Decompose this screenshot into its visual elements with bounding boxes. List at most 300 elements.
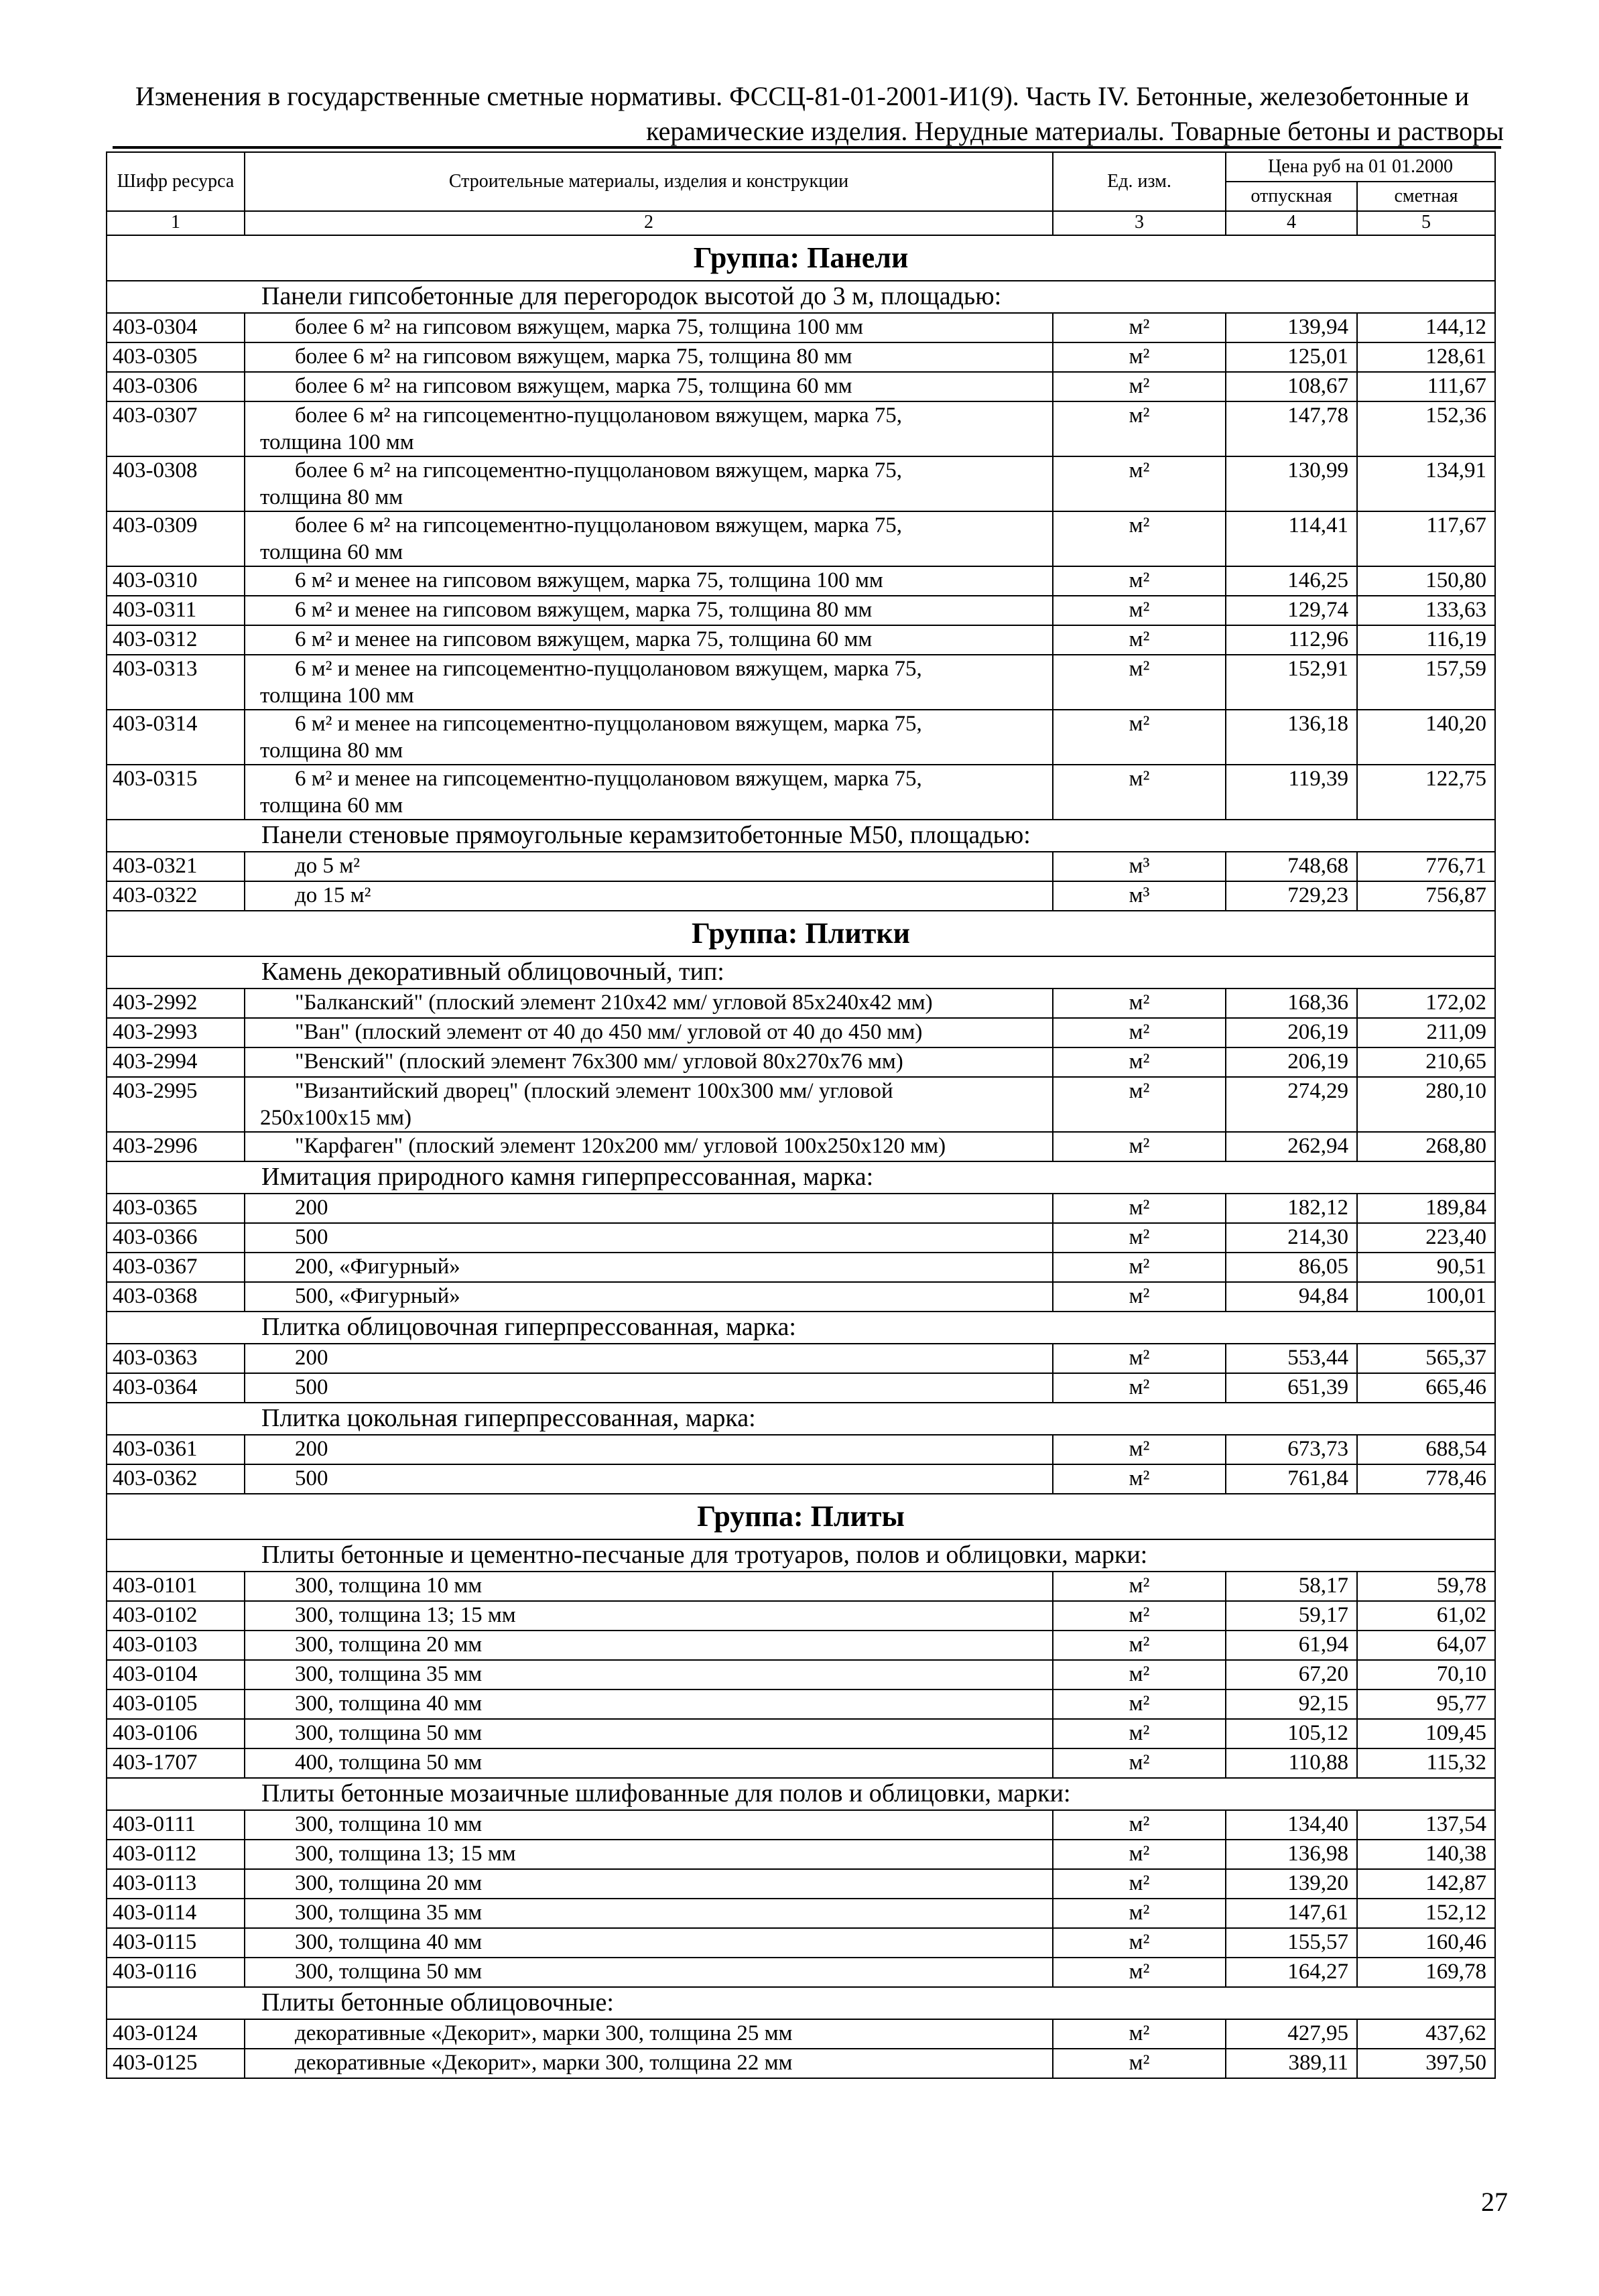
resource-code: 403-0114	[107, 1899, 245, 1928]
material-description	[245, 596, 1053, 625]
resource-code: 403-2993	[107, 1018, 245, 1047]
release-price: 146,25	[1226, 566, 1357, 596]
release-price: 155,57	[1226, 1928, 1357, 1958]
estimate-price: 122,75	[1357, 765, 1495, 820]
table-body	[107, 235, 1495, 2078]
unit: м²	[1053, 988, 1226, 1018]
unit: м³	[1053, 852, 1226, 881]
material-description	[245, 765, 1053, 820]
estimate-price: 152,36	[1357, 401, 1495, 456]
table-row	[107, 1253, 1495, 1282]
material-description	[245, 511, 1053, 566]
release-price: 139,94	[1226, 313, 1357, 342]
table-row	[107, 1018, 1495, 1047]
unit: м²	[1053, 1253, 1226, 1282]
resource-code: 403-0367	[107, 1253, 245, 1282]
estimate-price: 268,80	[1357, 1132, 1495, 1161]
description-line-continued: толщина 80 мм	[260, 485, 403, 509]
estimate-price: 117,67	[1357, 511, 1495, 566]
unit: м²	[1053, 1282, 1226, 1312]
unit: м²	[1053, 2019, 1226, 2049]
estimate-price: 95,77	[1357, 1689, 1495, 1719]
resource-code: 403-0307	[107, 401, 245, 456]
estimate-price: 565,37	[1357, 1344, 1495, 1373]
estimate-price: 280,10	[1357, 1077, 1495, 1132]
table-row	[107, 988, 1495, 1018]
material-description	[245, 1464, 1053, 1494]
material-description	[245, 1748, 1053, 1778]
unit: м²	[1053, 655, 1226, 710]
release-price: 94,84	[1226, 1282, 1357, 1312]
estimate-price: 111,67	[1357, 372, 1495, 401]
header-line-2: керамические изделия. Нерудные материалы. Товарные бетоны и растворы	[646, 116, 1504, 146]
estimate-price: 172,02	[1357, 988, 1495, 1018]
description-line: 300, толщина 20 мм	[295, 1633, 483, 1657]
material-description	[245, 1660, 1053, 1689]
release-price: 108,67	[1226, 372, 1357, 401]
unit: м²	[1053, 1601, 1226, 1631]
description-line: 300, толщина 13; 15 мм	[295, 1603, 516, 1627]
table-row	[107, 1435, 1495, 1464]
column-number: 1	[107, 211, 245, 235]
header-line-1: Изменения в государственные сметные нормативы. ФССЦ-81-01-2001-И1(9). Часть IV. Бетонные, железобетонные и	[135, 81, 1470, 111]
estimate-price: 128,61	[1357, 342, 1495, 372]
unit: м²	[1053, 313, 1226, 342]
resource-code: 403-2994	[107, 1047, 245, 1077]
estimate-price: 223,40	[1357, 1223, 1495, 1253]
estimate-price: 778,46	[1357, 1464, 1495, 1494]
description-line: 200	[295, 1437, 328, 1461]
column-number: 3	[1053, 211, 1226, 235]
subsection-heading: Панели гипсобетонные для перегородок высотой до 3 м, площадью:	[107, 281, 1495, 313]
resource-code: 403-0368	[107, 1282, 245, 1312]
table-row	[107, 1958, 1495, 1987]
estimate-price: 64,07	[1357, 1631, 1495, 1660]
material-description	[245, 1689, 1053, 1719]
estimate-price: 189,84	[1357, 1194, 1495, 1223]
unit: м²	[1053, 372, 1226, 401]
material-description	[245, 1223, 1053, 1253]
description-line-continued: толщина 100 мм	[260, 684, 414, 708]
resource-code: 403-0315	[107, 765, 245, 820]
group-heading-row	[107, 1494, 1495, 1539]
table-row	[107, 655, 1495, 710]
table-row	[107, 1869, 1495, 1899]
header-rule	[113, 146, 1501, 149]
subsection-heading: Панели стеновые прямоугольные керамзитобетонные М50, площадью:	[107, 820, 1495, 852]
estimate-price: 150,80	[1357, 566, 1495, 596]
table-row	[107, 1928, 1495, 1958]
material-description	[245, 401, 1053, 456]
description-line: 6 м² и менее на гипсовом вяжущем, марка 75, толщина 100 мм	[295, 568, 883, 592]
description-line: 500	[295, 1225, 328, 1249]
page-number: 27	[1481, 2187, 1508, 2217]
resource-code: 403-0311	[107, 596, 245, 625]
resource-code: 403-1707	[107, 1748, 245, 1778]
table-row	[107, 1373, 1495, 1403]
description-line-continued: толщина 80 мм	[260, 739, 403, 763]
unit: м²	[1053, 401, 1226, 456]
description-line: "Византийский дворец" (плоский элемент 100х300 мм/ угловой	[295, 1079, 893, 1103]
subsection-heading-row	[107, 281, 1495, 313]
material-description	[245, 1047, 1053, 1077]
estimate-price: 140,38	[1357, 1840, 1495, 1869]
header-price: Цена руб на 01 01.2000	[1226, 152, 1495, 182]
resource-code: 403-0111	[107, 1810, 245, 1840]
unit: м²	[1053, 456, 1226, 511]
description-line: 300, толщина 50 мм	[295, 1721, 483, 1745]
description-line: более 6 м² на гипсовом вяжущем, марка 75, толщина 80 мм	[295, 344, 852, 369]
release-price: 136,98	[1226, 1840, 1357, 1869]
release-price: 139,20	[1226, 1869, 1357, 1899]
resource-code: 403-0365	[107, 1194, 245, 1223]
description-line: "Балканский" (плоский элемент 210х42 мм/ угловой 85х240х42 мм)	[295, 991, 933, 1015]
description-line: 500, «Фигурный»	[295, 1284, 460, 1308]
unit: м³	[1053, 881, 1226, 911]
unit: м²	[1053, 625, 1226, 655]
header-code: Шифр ресурса	[107, 152, 245, 211]
estimate-price: 100,01	[1357, 1282, 1495, 1312]
resource-code: 403-0361	[107, 1435, 245, 1464]
unit: м²	[1053, 1572, 1226, 1601]
description-line: 200	[295, 1196, 328, 1220]
material-description	[245, 1631, 1053, 1660]
description-line: декоративные «Декорит», марки 300, толщина 25 мм	[295, 2021, 793, 2045]
table-row	[107, 1572, 1495, 1601]
table-row	[107, 852, 1495, 881]
description-line: 300, толщина 10 мм	[295, 1574, 483, 1598]
description-line: 6 м² и менее на гипсовом вяжущем, марка 75, толщина 60 мм	[295, 627, 873, 651]
table-row	[107, 1132, 1495, 1161]
resource-code: 403-0366	[107, 1223, 245, 1253]
material-description	[245, 1435, 1053, 1464]
description-line: более 6 м² на гипсоцементно-пуццолановом вяжущем, марка 75,	[295, 403, 903, 428]
resource-code: 403-0313	[107, 655, 245, 710]
estimate-price: 437,62	[1357, 2019, 1495, 2049]
description-line: 6 м² и менее на гипсоцементно-пуццолановом вяжущем, марка 75,	[295, 657, 922, 681]
table-row	[107, 401, 1495, 456]
description-line: 200, «Фигурный»	[295, 1255, 460, 1279]
material-description	[245, 1253, 1053, 1282]
table-row	[107, 1194, 1495, 1223]
table-row	[107, 2049, 1495, 2078]
table-row	[107, 1464, 1495, 1494]
release-price: 274,29	[1226, 1077, 1357, 1132]
release-price: 58,17	[1226, 1572, 1357, 1601]
resource-code: 403-0102	[107, 1601, 245, 1631]
subsection-heading-row	[107, 1161, 1495, 1194]
description-line: более 6 м² на гипсовом вяжущем, марка 75, толщина 60 мм	[295, 374, 852, 398]
release-price: 147,78	[1226, 401, 1357, 456]
table-row	[107, 1282, 1495, 1312]
release-price: 134,40	[1226, 1810, 1357, 1840]
release-price: 214,30	[1226, 1223, 1357, 1253]
release-price: 92,15	[1226, 1689, 1357, 1719]
group-heading-row	[107, 911, 1495, 956]
release-price: 130,99	[1226, 456, 1357, 511]
unit: м²	[1053, 1132, 1226, 1161]
description-line: 500	[295, 1466, 328, 1490]
resource-code: 403-0362	[107, 1464, 245, 1494]
release-price: 119,39	[1226, 765, 1357, 820]
unit: м²	[1053, 1899, 1226, 1928]
description-line: 300, толщина 35 мм	[295, 1901, 483, 1925]
release-price: 86,05	[1226, 1253, 1357, 1282]
group-heading-row	[107, 235, 1495, 281]
table-row	[107, 1719, 1495, 1748]
material-description	[245, 456, 1053, 511]
resource-code: 403-0124	[107, 2019, 245, 2049]
unit: м²	[1053, 1958, 1226, 1987]
resource-code: 403-0113	[107, 1869, 245, 1899]
unit: м²	[1053, 1223, 1226, 1253]
unit: м²	[1053, 566, 1226, 596]
material-description	[245, 1344, 1053, 1373]
material-description	[245, 1719, 1053, 1748]
material-description	[245, 1958, 1053, 1987]
release-price: 427,95	[1226, 2019, 1357, 2049]
unit: м²	[1053, 1719, 1226, 1748]
release-price: 206,19	[1226, 1047, 1357, 1077]
subsection-heading-row	[107, 956, 1495, 988]
description-line: более 6 м² на гипсовом вяжущем, марка 75, толщина 100 мм	[295, 315, 864, 339]
unit: м²	[1053, 1194, 1226, 1223]
unit: м²	[1053, 1631, 1226, 1660]
resource-code: 403-0115	[107, 1928, 245, 1958]
unit: м²	[1053, 342, 1226, 372]
resource-code: 403-2992	[107, 988, 245, 1018]
table-row	[107, 1223, 1495, 1253]
description-line: "Ван" (плоский элемент от 40 до 450 мм/ угловой от 40 до 450 мм)	[295, 1020, 923, 1044]
description-line-continued: толщина 100 мм	[260, 430, 414, 454]
estimate-price: 756,87	[1357, 881, 1495, 911]
table-row	[107, 1601, 1495, 1631]
material-description	[245, 2019, 1053, 2049]
subsection-heading: Плиты бетонные облицовочные:	[107, 1987, 1495, 2019]
estimate-price: 211,09	[1357, 1018, 1495, 1047]
description-line: 300, толщина 40 мм	[295, 1692, 483, 1716]
table-row	[107, 1660, 1495, 1689]
column-number: 2	[245, 211, 1053, 235]
table-row	[107, 2019, 1495, 2049]
subsection-heading: Плитка цокольная гиперпрессованная, марка:	[107, 1403, 1495, 1435]
header-estimate-price: сметная	[1357, 182, 1495, 211]
material-description	[245, 655, 1053, 710]
estimate-price: 70,10	[1357, 1660, 1495, 1689]
column-number: 4	[1226, 211, 1357, 235]
table-row	[107, 372, 1495, 401]
estimate-price: 59,78	[1357, 1572, 1495, 1601]
estimate-price: 133,63	[1357, 596, 1495, 625]
unit: м²	[1053, 1373, 1226, 1403]
unit: м²	[1053, 2049, 1226, 2078]
material-description	[245, 1869, 1053, 1899]
group-heading: Группа: Панели	[107, 235, 1495, 281]
description-line: 200	[295, 1346, 328, 1370]
estimate-price: 144,12	[1357, 313, 1495, 342]
resource-code: 403-0106	[107, 1719, 245, 1748]
material-description	[245, 988, 1053, 1018]
resource-code: 403-0112	[107, 1840, 245, 1869]
subsection-heading: Плиты бетонные и цементно-песчаные для тротуаров, полов и облицовки, марки:	[107, 1539, 1495, 1572]
release-price: 129,74	[1226, 596, 1357, 625]
release-price: 182,12	[1226, 1194, 1357, 1223]
release-price: 553,44	[1226, 1344, 1357, 1373]
estimate-price: 160,46	[1357, 1928, 1495, 1958]
resource-code: 403-0304	[107, 313, 245, 342]
estimate-price: 90,51	[1357, 1253, 1495, 1282]
description-line: 300, толщина 20 мм	[295, 1871, 483, 1895]
release-price: 168,36	[1226, 988, 1357, 1018]
table-row	[107, 1748, 1495, 1778]
unit: м²	[1053, 1869, 1226, 1899]
unit: м²	[1053, 1840, 1226, 1869]
resource-code: 403-0104	[107, 1660, 245, 1689]
resource-code: 403-0364	[107, 1373, 245, 1403]
estimate-price: 137,54	[1357, 1810, 1495, 1840]
estimate-price: 210,65	[1357, 1047, 1495, 1077]
table-row	[107, 1077, 1495, 1132]
subsection-heading: Плитка облицовочная гиперпрессованная, марка:	[107, 1312, 1495, 1344]
resource-code: 403-0308	[107, 456, 245, 511]
table-row	[107, 342, 1495, 372]
material-description	[245, 1373, 1053, 1403]
estimate-price: 397,50	[1357, 2049, 1495, 2078]
resource-code: 403-0101	[107, 1572, 245, 1601]
release-price: 748,68	[1226, 852, 1357, 881]
table-row	[107, 1631, 1495, 1660]
resource-code: 403-2995	[107, 1077, 245, 1132]
subsection-heading-row	[107, 1539, 1495, 1572]
subsection-heading-row	[107, 1403, 1495, 1435]
resource-code: 403-0309	[107, 511, 245, 566]
release-price: 729,23	[1226, 881, 1357, 911]
material-description	[245, 1572, 1053, 1601]
release-price: 67,20	[1226, 1660, 1357, 1689]
description-line: 400, толщина 50 мм	[295, 1750, 483, 1775]
unit: м²	[1053, 1464, 1226, 1494]
description-line: декоративные «Декорит», марки 300, толщина 22 мм	[295, 2051, 793, 2075]
release-price: 673,73	[1226, 1435, 1357, 1464]
unit: м²	[1053, 1018, 1226, 1047]
unit: м²	[1053, 596, 1226, 625]
table-row	[107, 596, 1495, 625]
release-price: 125,01	[1226, 342, 1357, 372]
material-description	[245, 1282, 1053, 1312]
material-description	[245, 342, 1053, 372]
table-row	[107, 1899, 1495, 1928]
description-line: более 6 м² на гипсоцементно-пуццолановом вяжущем, марка 75,	[295, 513, 903, 537]
estimate-price: 134,91	[1357, 456, 1495, 511]
release-price: 110,88	[1226, 1748, 1357, 1778]
description-line: 6 м² и менее на гипсоцементно-пуццолановом вяжущем, марка 75,	[295, 712, 922, 736]
resource-code: 403-0321	[107, 852, 245, 881]
description-line-continued: толщина 60 мм	[260, 540, 403, 564]
subsection-heading-row	[107, 1312, 1495, 1344]
estimate-price: 109,45	[1357, 1719, 1495, 1748]
column-number-row	[107, 211, 1495, 235]
estimate-price: 116,19	[1357, 625, 1495, 655]
description-line: 300, толщина 40 мм	[295, 1930, 483, 1954]
description-line: до 5 м²	[295, 854, 361, 878]
estimate-price: 115,32	[1357, 1748, 1495, 1778]
price-table	[106, 151, 1496, 2079]
material-description	[245, 881, 1053, 911]
description-line: 6 м² и менее на гипсовом вяжущем, марка 75, толщина 80 мм	[295, 598, 873, 622]
material-description	[245, 1601, 1053, 1631]
description-line: до 15 м²	[295, 883, 371, 907]
material-description	[245, 1810, 1053, 1840]
release-price: 105,12	[1226, 1719, 1357, 1748]
unit: м²	[1053, 1810, 1226, 1840]
estimate-price: 169,78	[1357, 1958, 1495, 1987]
material-description	[245, 372, 1053, 401]
column-number: 5	[1357, 211, 1495, 235]
description-line: 300, толщина 13; 15 мм	[295, 1842, 516, 1866]
release-price: 164,27	[1226, 1958, 1357, 1987]
description-line: "Венский" (плоский элемент 76х300 мм/ угловой 80х270х76 мм)	[295, 1049, 903, 1074]
group-heading: Группа: Плитки	[107, 911, 1495, 956]
estimate-price: 157,59	[1357, 655, 1495, 710]
description-line: 300, толщина 35 мм	[295, 1662, 483, 1686]
table-header-row	[107, 152, 1495, 182]
resource-code: 403-0322	[107, 881, 245, 911]
release-price: 152,91	[1226, 655, 1357, 710]
material-description	[245, 1077, 1053, 1132]
release-price: 114,41	[1226, 511, 1357, 566]
subsection-heading-row	[107, 820, 1495, 852]
description-line: более 6 м² на гипсоцементно-пуццолановом вяжущем, марка 75,	[295, 458, 903, 483]
description-line: "Карфаген" (плоский элемент 120х200 мм/ угловой 100х250х120 мм)	[295, 1134, 946, 1158]
unit: м²	[1053, 511, 1226, 566]
estimate-price: 688,54	[1357, 1435, 1495, 1464]
unit: м²	[1053, 765, 1226, 820]
subsection-heading-row	[107, 1778, 1495, 1810]
table-row	[107, 1344, 1495, 1373]
material-description	[245, 1840, 1053, 1869]
resource-code: 403-0314	[107, 710, 245, 765]
material-description	[245, 852, 1053, 881]
table-row	[107, 1840, 1495, 1869]
material-description	[245, 1194, 1053, 1223]
unit: м²	[1053, 710, 1226, 765]
estimate-price: 665,46	[1357, 1373, 1495, 1403]
release-price: 147,61	[1226, 1899, 1357, 1928]
release-price: 59,17	[1226, 1601, 1357, 1631]
table-row	[107, 313, 1495, 342]
table-row	[107, 765, 1495, 820]
estimate-price: 776,71	[1357, 852, 1495, 881]
table-row	[107, 1810, 1495, 1840]
unit: м²	[1053, 1660, 1226, 1689]
description-line: 6 м² и менее на гипсоцементно-пуццолановом вяжущем, марка 75,	[295, 767, 922, 791]
subsection-heading: Камень декоративный облицовочный, тип:	[107, 956, 1495, 988]
unit: м²	[1053, 1435, 1226, 1464]
unit: м²	[1053, 1344, 1226, 1373]
estimate-price: 142,87	[1357, 1869, 1495, 1899]
resource-code: 403-0105	[107, 1689, 245, 1719]
header-unit: Ед. изм.	[1053, 152, 1226, 211]
description-line: 300, толщина 50 мм	[295, 1960, 483, 1984]
resource-code: 403-0103	[107, 1631, 245, 1660]
release-price: 136,18	[1226, 710, 1357, 765]
description-line-continued: толщина 60 мм	[260, 793, 403, 818]
unit: м²	[1053, 1748, 1226, 1778]
resource-code: 403-0116	[107, 1958, 245, 1987]
document-header	[101, 79, 1504, 149]
table-row	[107, 566, 1495, 596]
release-price: 112,96	[1226, 625, 1357, 655]
